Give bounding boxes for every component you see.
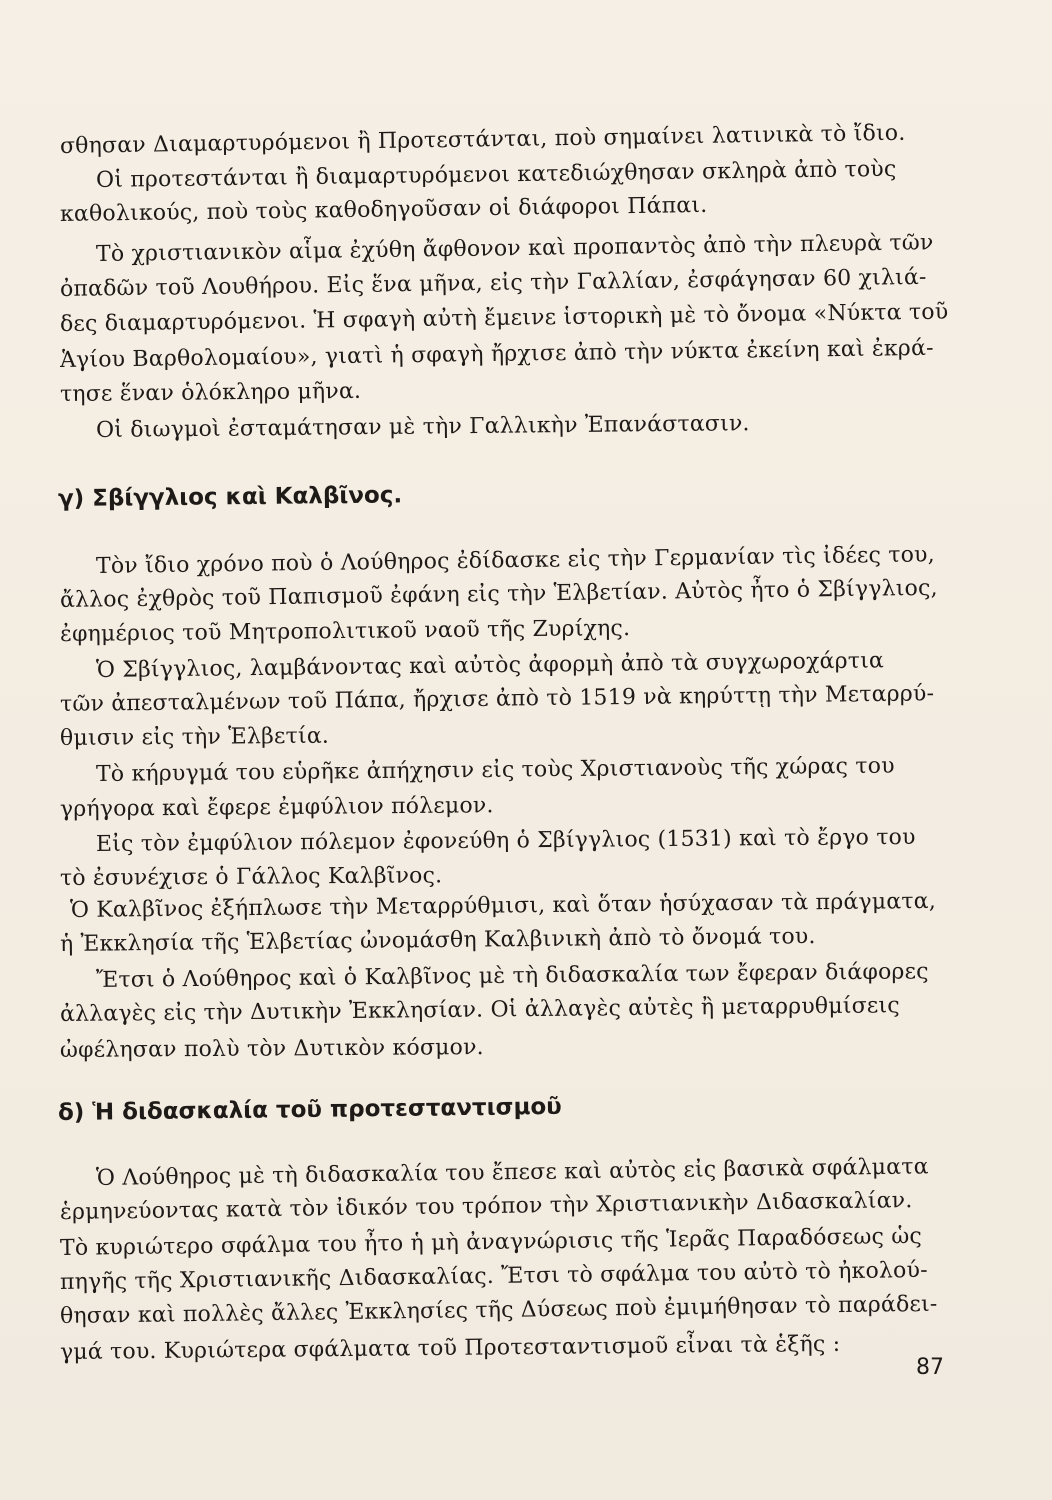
text-line: πηγῆς τῆς Χριστιανικῆς Διδασκαλίας. Ἔτσι τὸ σφάλμα του αὐτὸ τὸ ἠκολού-	[59, 1257, 928, 1295]
text-line: τὸ ἐσυνέχισε ὁ Γάλλος Καλβῖνος.	[59, 863, 443, 891]
text-line: γμά του. Κυριώτερα σφάλματα τοῦ Προτεσταντισμοῦ εἶναι τὰ ἑξῆς :	[59, 1331, 841, 1365]
text-line: Εἰς τὸν ἐμφύλιον πόλεμον ἐφονεύθη ὁ Σβίγγλιος (1531) καὶ τὸ ἔργο του	[95, 824, 916, 857]
text-line: ἑρμηνεύοντας κατὰ τὸν ἰδικόν του τρόπον τὴν Χριστιανικὴν Διδασκαλίαν.	[59, 1188, 913, 1225]
text-line: καθολικούς, ποὺ τοὺς καθοδηγοῦσαν οἱ διάφοροι Πάπαι.	[59, 192, 708, 227]
text-line: Τὸ κήρυγμά του εὑρῆκε ἀπήχησιν εἰς τοὺς Χριστιανοὺς τῆς χώρας του	[95, 753, 895, 787]
text-line: Οἱ προτεστάνται ἢ διαμαρτυρόμενοι κατεδιώχθησαν σκληρὰ ἀπὸ τοὺς	[95, 156, 897, 193]
text-line: τησε ἕναν ὁλόκληρο μῆνα.	[59, 378, 362, 407]
text-line: Τὸ κυριώτερο σφάλμα του ἦτο ἡ μὴ ἀναγνώρισις τῆς Ἱερᾶς Παραδόσεως ὡς	[59, 1223, 923, 1261]
text-line: Ὁ Λούθηρος μὲ τὴ διδασκαλία του ἔπεσε καὶ αὐτὸς εἰς βασικὰ σφάλματα	[95, 1154, 929, 1191]
text-line: ἄλλος ἐχθρὸς τοῦ Παπισμοῦ ἐφάνη εἰς τὴν Ἑλβετίαν. Αὐτὸς ἦτο ὁ Σβίγγλιος,	[59, 575, 938, 613]
section-heading-gamma: γ) Σβίγγλιος καὶ Καλβῖνος.	[57, 482, 403, 512]
text-line: Τὸ χριστιανικὸν αἷμα ἐχύθη ἄφθονον καὶ προπαντὸς ἀπὸ τὴν πλευρὰ τῶν	[95, 230, 934, 267]
text-line: Ἁγίου Βαρθολομαίου», γιατὶ ἡ σφαγὴ ἤρχισε ἀπὸ τὴν νύκτα ἐκείνη καὶ ἐκρά-	[59, 335, 934, 373]
text-line: Τὸν ἴδιο χρόνο ποὺ ὁ Λούθηρος ἐδίδασκε εἰς τὴν Γερμανίαν τὶς ἰδέες του,	[95, 542, 936, 579]
text-line: Ὁ Καλβῖνος ἐξήπλωσε τὴν Μεταρρύθμισι, καὶ ὅταν ἡσύχασαν τὰ πράγματα,	[69, 888, 937, 923]
text-line: ἡ Ἐκκλησία τῆς Ἑλβετίας ὠνομάσθη Καλβινικὴ ἀπὸ τὸ ὄνομά του.	[59, 924, 816, 957]
text-line: ὀπαδῶν τοῦ Λουθήρου. Εἰς ἕνα μῆνα, εἰς τὴν Γαλλίαν, ἐσφάγησαν 60 χιλιά-	[59, 264, 927, 302]
text-line: θμισιν εἰς τὴν Ἑλβετία.	[59, 723, 330, 751]
text-line: δες διαμαρτυρόμενοι. Ἡ σφαγὴ αὐτὴ ἔμεινε ἱστορικὴ μὲ τὸ ὄνομα «Νύκτα τοῦ	[59, 299, 949, 337]
text-line: τῶν ἀπεσταλμένων τοῦ Πάπα, ἤρχισε ἀπὸ τὸ 1519 νὰ κηρύττῃ τὴν Μεταρρύ-	[59, 681, 935, 717]
text-line: Ὁ Σβίγγλιος, λαμβάνοντας καὶ αὐτὸς ἀφορμὴ ἀπὸ τὰ συγχωροχάρτια	[95, 648, 885, 683]
text-line: ἐφημέριος τοῦ Μητροπολιτικοῦ ναοῦ τῆς Ζυρίχης.	[59, 616, 631, 647]
text-line: γρήγορα καὶ ἔφερε ἐμφύλιον πόλεμον.	[59, 793, 494, 822]
text-line: σθησαν Διαμαρτυρόμενοι ἢ Προτεστάνται, ποὺ σημαίνει λατινικὰ τὸ ἴδιο.	[59, 120, 906, 159]
section-heading-delta: δ) Ἡ διδασκαλία τοῦ προτεσταντισμοῦ	[57, 1093, 562, 1126]
text-line: ὠφέλησαν πολὺ τὸν Δυτικὸν κόσμον.	[59, 1035, 484, 1063]
text-line: θησαν καὶ πολλὲς ἄλλες Ἐκκλησίες τῆς Δύσεως ποὺ ἐμιμήθησαν τὸ παράδει-	[59, 1291, 938, 1329]
text-line: ἀλλαγὲς εἰς τὴν Δυτικὴν Ἐκκλησίαν. Οἱ ἀλλαγὲς αὐτὲς ἢ μεταρρυθμίσεις	[59, 993, 900, 1027]
text-line: Οἱ διωγμοὶ ἐσταμάτησαν μὲ τὴν Γαλλικὴν Ἐπανάστασιν.	[95, 411, 750, 443]
text-line: Ἔτσι ὁ Λούθηρος καὶ ὁ Καλβῖνος μὲ τὴ διδασκαλία των ἔφεραν διάφορες	[95, 959, 929, 993]
page-number: 87	[916, 1355, 944, 1380]
